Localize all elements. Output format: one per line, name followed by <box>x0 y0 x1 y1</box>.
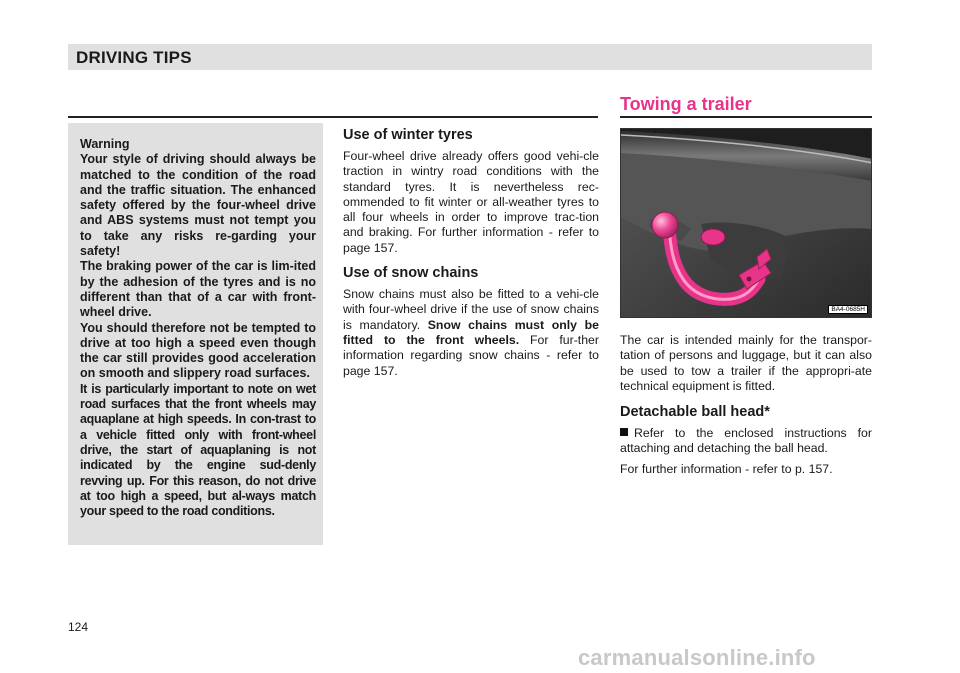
snow-chains-text <box>343 287 599 379</box>
ball-head-bullet-text: Refer to the enclosed instructions for attaching and detaching the ball head. <box>620 426 872 456</box>
page-number: 124 <box>68 620 89 634</box>
figure-label: BA4-0685H <box>828 305 868 314</box>
winter-tyres-heading: Use of winter tyres <box>343 127 473 143</box>
snow-chains-warning: Snow chains must only be fitted to the front wheels. <box>343 317 599 347</box>
warning-heading: Warning <box>80 137 130 151</box>
towing-intro: The car is intended mainly for the transpor-tation of persons and luggage, but it can also be used to tow a trailer if the appropri-ate technical equipment is fitted. <box>620 333 872 393</box>
left-divider <box>68 116 598 118</box>
warning-paragraph: The braking power of the car is lim-ited by the adhesion of the tyres and is no different than that of a car with front-wheel drive. <box>80 259 316 320</box>
middle-column <box>343 126 599 379</box>
snow-chains-text-start: Snow chains must also be fitted to a vehi-cle with four-wheel drive if the use of snow chains is mandatory. <box>343 287 599 332</box>
right-column <box>620 333 872 477</box>
warning-text <box>80 137 316 519</box>
warning-paragraph: It is particularly important to note on wet road surfaces that the front wheels may aquaplane at high speeds. In con-trast to a vehicle fitted only with front-wheel drive, the start of aquaplaning is not indicated by the engine sud-denly revving up. For this reason, do not drive at too high a speed, but al-ways match your speed to the road conditions. <box>80 381 316 519</box>
tow-hitch-figure <box>620 128 872 318</box>
ball-head-heading: Detachable ball head* <box>620 404 770 421</box>
header-bar <box>68 44 872 70</box>
winter-tyres-text: Four-wheel drive already offers good vehi-cle traction in wintry road conditions with the standard tyres. It is nevertheless rec-ommended to fit winter or all-weather tyres to all four wheels in order to improve trac-tion and braking. For further information - refer to page 157. <box>343 149 599 255</box>
ball-head-bullet <box>620 426 872 457</box>
snow-chains-heading: Use of snow chains <box>343 265 479 282</box>
header-title: DRIVING TIPS <box>76 48 192 67</box>
right-divider <box>620 116 872 118</box>
further-info: For further information - refer to p. 157. <box>620 461 833 476</box>
warning-paragraph: Your style of driving should always be matched to the condition of the road and the traffic situation. The enhanced safety offered by the four-wheel drive and ABS systems must not tempt you to take any risks re-garding your safety! <box>80 152 316 259</box>
warning-paragraph: You should therefore not be tempted to drive at too high a speed even though the car still provides good acceleration on smooth and slippery road surfaces. <box>80 320 316 381</box>
watermark: carmanualsonline.info <box>578 645 816 670</box>
square-bullet-icon <box>620 428 628 436</box>
snow-chains-text-end: For fur-ther information regarding snow chains - refer to page 157. <box>343 332 599 378</box>
tow-hitch-illustration <box>621 129 872 318</box>
section-title: Towing a trailer <box>620 94 752 114</box>
warning-box <box>68 123 323 545</box>
